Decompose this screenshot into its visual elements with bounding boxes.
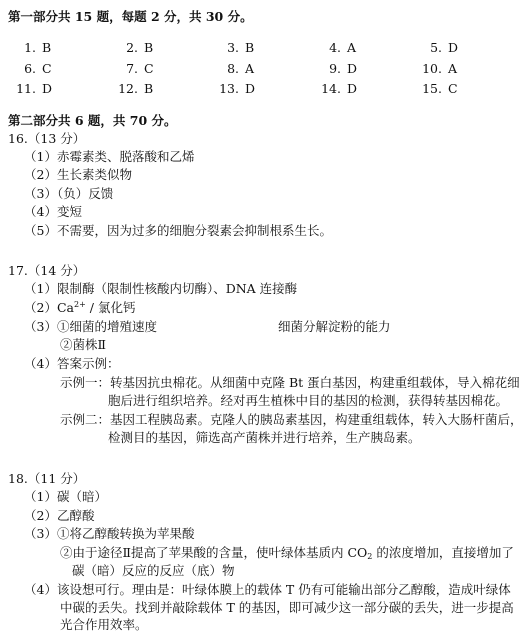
mc-question-number: 14. — [321, 81, 341, 96]
mc-item — [110, 81, 153, 97]
mc-question-number: 4. — [329, 40, 341, 55]
q17-answer-2-text: （2）Ca — [24, 300, 74, 315]
mc-item — [313, 61, 357, 77]
mc-item — [110, 40, 153, 56]
mc-answer: B — [144, 81, 154, 96]
mc-item — [8, 81, 52, 97]
q17-answer-2-superscript: 2+ — [73, 300, 86, 309]
mc-item — [110, 61, 154, 77]
mc-answer: D — [245, 81, 256, 96]
mc-row — [8, 81, 523, 97]
mc-question-number: 11. — [16, 81, 36, 96]
q18-title: 18.（11 分） — [8, 471, 86, 486]
mc-question-number: 3. — [227, 40, 239, 55]
q17-answer-4: （4）答案示例： — [24, 356, 120, 371]
q18-answer-3-b-text: ②由于途径Ⅱ提高了苹果酸的含量，使叶绿体基质内 CO — [60, 545, 368, 560]
part1-header: 第一部分共 15 题，每题 2 分，共 30 分。 — [8, 9, 253, 24]
mc-item — [414, 40, 458, 56]
q17-answer-1: （1）限制酶（限制性核酸内切酶）、DNA 连接酶 — [24, 281, 298, 296]
q17-example-2-line-1: 示例二：基因工程胰岛素。克隆人的胰岛素基因，构建重组载体，转入大肠杆菌后， — [60, 412, 523, 427]
q17-example-2-line-2: 检测目的基因，筛选高产菌株并进行培养，生产胰岛素。 — [108, 430, 421, 445]
mc-answer: D — [347, 81, 358, 96]
mc-question-number: 12. — [118, 81, 138, 96]
q17-title: 17.（14 分） — [8, 263, 86, 278]
q17-answer-2 — [24, 300, 135, 316]
mc-answer: B — [42, 40, 52, 55]
mc-answer: B — [245, 40, 255, 55]
mc-answer: D — [448, 40, 459, 55]
mc-question-number: 5. — [430, 40, 442, 55]
mc-question-number: 1. — [24, 40, 36, 55]
mc-question-number: 6. — [24, 61, 36, 76]
mc-question-number: 13. — [219, 81, 239, 96]
q17-example-1-line-1: 示例一：转基因抗虫棉花。从细菌中克隆 Bt 蛋白基因，构建重组载体，导入棉花细 — [60, 375, 520, 390]
mc-item — [211, 61, 254, 77]
mc-question-number: 2. — [126, 40, 138, 55]
mc-row — [8, 40, 523, 56]
mc-row — [8, 61, 523, 77]
mc-item — [313, 81, 357, 97]
part2-header: 第二部分共 6 题，共 70 分。 — [8, 113, 177, 128]
q17-answer-3-right: 细菌分解淀粉的能力 — [278, 319, 391, 334]
mc-item — [313, 40, 356, 56]
q18-answer-1: （1）碳（暗） — [24, 489, 107, 504]
mc-answer: C — [448, 81, 458, 96]
q18-answer-2: （2）乙醇酸 — [24, 508, 95, 523]
q18-answer-3-b — [60, 545, 514, 561]
q18-answer-3-a: （3）①将乙醇酸转换为苹果酸 — [24, 526, 195, 541]
q18-answer-4-line-2: 中碳的丢失。找到并敲除载体 T 的基因，即可减少这一部分碳的丢失，进一步提高 — [60, 600, 514, 615]
q17-example-1-line-2: 胞后进行组织培养。经对再生植株中目的基因的检测，获得转基因棉花。 — [108, 393, 509, 408]
q18-answer-3-b-tail: 的浓度增加，直接增加了 — [372, 545, 514, 560]
q17-answer-3-second: ②菌株Ⅱ — [60, 337, 106, 352]
mc-question-number: 8. — [227, 61, 239, 76]
q18-answer-3-c: 碳（暗）反应的反应（底）物 — [72, 563, 235, 578]
mc-answer: A — [245, 61, 255, 76]
q16-answer-2: （2）生长素类似物 — [24, 167, 132, 182]
q16-title: 16.（13 分） — [8, 131, 86, 146]
q17-answer-3-left: （3）①细菌的增殖速度 — [24, 319, 157, 334]
q18-answer-3-b-subscript: 2 — [367, 552, 373, 561]
q16-answer-5: （5）不需要，因为过多的细胞分裂素会抑制根系生长。 — [24, 223, 332, 238]
mc-answer: A — [347, 40, 357, 55]
mc-item — [414, 61, 457, 77]
mc-question-number: 15. — [422, 81, 442, 96]
mc-answer: D — [42, 81, 53, 96]
mc-answer: B — [144, 40, 154, 55]
mc-item — [8, 61, 52, 77]
mc-answer: A — [448, 61, 458, 76]
mc-question-number: 7. — [126, 61, 138, 76]
q16-answer-1: （1）赤霉素类、脱落酸和乙烯 — [24, 149, 195, 164]
q17-answer-2-tail: / 氯化钙 — [85, 300, 136, 315]
q16-answer-4: （4）变短 — [24, 204, 82, 219]
mc-item — [211, 81, 255, 97]
q18-answer-4-line-3: 光合作用效率。 — [60, 617, 148, 632]
mc-item — [414, 81, 458, 97]
mc-item — [8, 40, 51, 56]
q16-answer-3: （3）（负）反馈 — [24, 186, 114, 201]
mc-question-number: 9. — [329, 61, 341, 76]
mc-item — [211, 40, 254, 56]
mc-answer: C — [144, 61, 154, 76]
mc-question-number: 10. — [422, 61, 442, 76]
mc-answer: C — [42, 61, 52, 76]
q18-answer-4-line-1: （4）该设想可行。理由是：叶绿体膜上的载体 T 仍有可能输出部分乙醇酸，造成叶绿体 — [24, 582, 511, 597]
mc-answer: D — [347, 61, 358, 76]
